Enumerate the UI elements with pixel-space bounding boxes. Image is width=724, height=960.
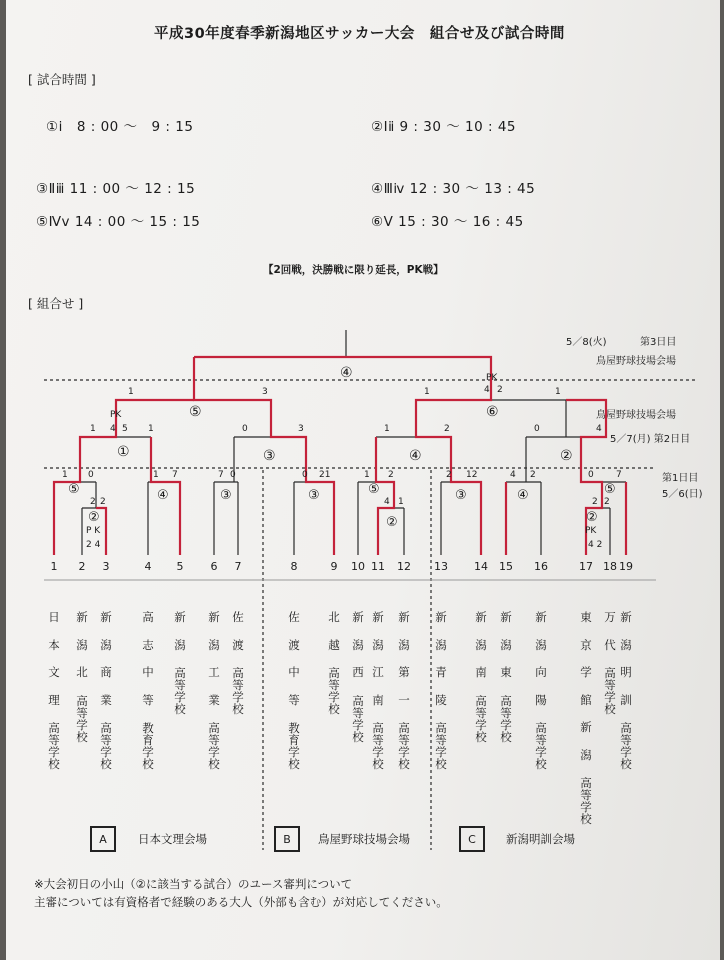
time-slot-1: ①ⅰ 8 : 00 〜 9 : 15 bbox=[46, 119, 194, 135]
day3-date: 5／8(火) bbox=[566, 337, 607, 348]
team-name bbox=[394, 612, 414, 770]
team-name-part: 新 bbox=[352, 610, 364, 624]
team-number: 12 bbox=[397, 560, 411, 573]
pk-label-left: P K bbox=[86, 526, 101, 536]
team-name-part: 潟 bbox=[76, 637, 88, 652]
score-r1-p: 12 bbox=[466, 470, 478, 480]
team-name-part: 渡 bbox=[232, 637, 244, 652]
venue-b-name: 鳥屋野球技場会場 bbox=[318, 832, 410, 846]
venue-c-name: 新潟明訓会場 bbox=[506, 832, 575, 846]
team-name bbox=[324, 612, 344, 715]
team-name bbox=[44, 612, 64, 770]
team-name-part: 教育学校 bbox=[288, 721, 300, 772]
team-name-part: 新 bbox=[475, 610, 487, 624]
tournament-bracket bbox=[6, 0, 720, 960]
team-name-part: 第 bbox=[398, 665, 410, 679]
team-name-part: 佐 bbox=[232, 610, 244, 624]
team-name-part: 潟 bbox=[100, 637, 112, 652]
team-name-part: 高等学校 bbox=[475, 693, 487, 744]
team-name-part: 北 bbox=[76, 665, 88, 679]
pk-label-right: PK bbox=[585, 526, 597, 536]
score-r1-c: 2 bbox=[90, 497, 96, 507]
score-semi-l-a: 1 bbox=[128, 387, 134, 397]
team-name bbox=[72, 612, 92, 743]
score-final-r: 2 bbox=[497, 385, 503, 395]
team-name-part: 明 bbox=[620, 665, 632, 679]
team-name-part: 新 bbox=[208, 610, 220, 624]
team-name-part: 新 bbox=[535, 610, 547, 624]
footnote-1: ※大会初日の小山（②に該当する試合）のユース審判について bbox=[34, 877, 353, 891]
team-number: 15 bbox=[499, 560, 513, 573]
team-name-part: 京 bbox=[580, 637, 592, 652]
match-r1-2: ② bbox=[88, 510, 100, 525]
team-name-part: 潟 bbox=[208, 637, 220, 652]
team-name-part: 新 bbox=[620, 610, 632, 624]
team-name bbox=[368, 612, 388, 770]
score-qf1-pk: PK bbox=[110, 410, 122, 420]
team-name-part: 高 bbox=[142, 610, 154, 624]
team-name-part: 東 bbox=[500, 665, 512, 679]
score-r1-j: 21 bbox=[319, 470, 331, 480]
team-name-part: 理 bbox=[48, 692, 60, 707]
team-name bbox=[531, 612, 551, 770]
team-name-part: 高等学校 bbox=[500, 693, 512, 744]
time-slot-3: ③Ⅱⅲ 11 : 00 〜 12 : 15 bbox=[36, 181, 196, 197]
team-name-part: 潟 bbox=[475, 637, 487, 652]
day1-label: 第1日目 bbox=[662, 473, 699, 484]
team-name-part: 潟 bbox=[174, 637, 186, 652]
team-number: 2 bbox=[78, 560, 86, 573]
score-qf3-r: 2 bbox=[444, 424, 450, 434]
score-r1-r: 2 bbox=[530, 470, 536, 480]
team-name-part: 潟 bbox=[580, 747, 592, 762]
team-name-part: 館 bbox=[580, 692, 592, 707]
team-name-part: 業 bbox=[208, 692, 220, 707]
venue-a-name: 日本文理会場 bbox=[138, 832, 207, 846]
score-r1-e: 1 bbox=[153, 470, 159, 480]
score-semi-l-b: 3 bbox=[262, 387, 268, 397]
score-r1-q: 4 bbox=[510, 470, 516, 480]
team-name-part: 新 bbox=[435, 610, 447, 624]
team-number: 4 bbox=[144, 560, 152, 573]
team-name-part: 潟 bbox=[372, 637, 384, 652]
team-name-part: 高等学校 bbox=[208, 721, 220, 772]
team-name-part: 陵 bbox=[435, 692, 447, 707]
team-name-part: 南 bbox=[372, 692, 384, 707]
match-r1-7: ② bbox=[386, 515, 398, 530]
team-name-part: 高等学校 bbox=[372, 721, 384, 772]
match-r1-4: ③ bbox=[220, 488, 232, 503]
team-name-part: 佐 bbox=[288, 610, 300, 624]
team-name-part: 教育学校 bbox=[142, 721, 154, 772]
team-name-part: 向 bbox=[535, 665, 547, 679]
score-qf1-pk-l: 4 bbox=[110, 424, 116, 434]
match-r1-3: ④ bbox=[157, 488, 169, 503]
team-name-part: 本 bbox=[48, 637, 60, 652]
team-name-part: 学 bbox=[580, 665, 592, 679]
team-number: 5 bbox=[176, 560, 184, 573]
score-r1-d: 2 bbox=[100, 497, 106, 507]
team-name-part: 渡 bbox=[288, 637, 300, 652]
bracket-heading: [ 組合せ ] bbox=[28, 296, 84, 311]
team-name bbox=[284, 612, 304, 770]
team-name-part: 等 bbox=[142, 692, 154, 707]
score-final-pk: PK bbox=[486, 373, 498, 383]
team-name-part: 商 bbox=[100, 665, 112, 679]
footnote-2: 主審については有資格者で経験のある大人（外部も含む）が対応してください。 bbox=[34, 895, 448, 909]
score-qf1-l: 1 bbox=[90, 424, 96, 434]
match-semi-left: ⑤ bbox=[189, 404, 202, 420]
team-number: 7 bbox=[234, 560, 242, 573]
score-r1-k: 1 bbox=[364, 470, 370, 480]
time-slot-4: ④Ⅲⅳ 12 : 30 〜 13 : 45 bbox=[371, 181, 536, 197]
match-r1-6: ⑤ bbox=[368, 482, 380, 497]
team-number: 3 bbox=[102, 560, 110, 573]
team-name-part: 訓 bbox=[620, 692, 632, 707]
venue-b-box: B bbox=[274, 826, 300, 852]
team-name-part: 日 bbox=[48, 610, 60, 624]
match-r1-10: ⑤ bbox=[604, 482, 616, 497]
time-slot-2: ②Ⅰⅱ 9 : 30 〜 10 : 45 bbox=[371, 119, 517, 135]
team-number: 6 bbox=[210, 560, 218, 573]
match-qf-3: ④ bbox=[409, 448, 422, 464]
score-qf2-l: 0 bbox=[242, 424, 248, 434]
schedule-heading: [ 試合時間 ] bbox=[28, 72, 96, 87]
score-qf1-r: 1 bbox=[148, 424, 154, 434]
team-name-part: 高等学校 bbox=[174, 666, 186, 717]
team-number: 10 bbox=[351, 560, 365, 573]
match-qf-1: ① bbox=[117, 444, 130, 460]
score-semi-r-a: 1 bbox=[424, 387, 430, 397]
team-name bbox=[576, 612, 596, 825]
team-number: 8 bbox=[290, 560, 298, 573]
team-name-part: 東 bbox=[580, 610, 592, 624]
extension-note: 【2回戦，決勝戦に限り延長，PK戦】 bbox=[263, 264, 444, 276]
team-name-part: 高等学校 bbox=[535, 721, 547, 772]
team-name bbox=[138, 612, 158, 770]
team-number: 1 bbox=[50, 560, 58, 573]
score-r1-i: 0 bbox=[302, 470, 308, 480]
team-number: 17 bbox=[579, 560, 593, 573]
team-name bbox=[96, 612, 116, 770]
score-qf1-pk-r: 5 bbox=[122, 424, 128, 434]
team-name-part: 新 bbox=[398, 610, 410, 624]
team-name-part: 西 bbox=[352, 665, 364, 679]
team-name-part: 新 bbox=[580, 720, 592, 734]
score-final-l: 4 bbox=[484, 385, 490, 395]
team-name-part: 新 bbox=[372, 610, 384, 624]
team-name-part: 高等学校 bbox=[100, 721, 112, 772]
match-r1-11: ② bbox=[586, 510, 598, 525]
team-name-part: 高等学校 bbox=[232, 666, 244, 717]
team-name bbox=[228, 612, 248, 715]
team-name-part: 潟 bbox=[435, 637, 447, 652]
score-r1-l: 2 bbox=[388, 470, 394, 480]
team-name-part: 新 bbox=[76, 610, 88, 624]
team-name-part: 潟 bbox=[352, 637, 364, 652]
team-name bbox=[348, 612, 368, 743]
pk-score-right: 4 2 bbox=[588, 540, 603, 550]
team-name-part: 新 bbox=[174, 610, 186, 624]
day1-date: 5／6(日) bbox=[662, 489, 703, 500]
team-name-part: 万 bbox=[604, 610, 616, 624]
team-name bbox=[431, 612, 451, 770]
score-r1-o: 2 bbox=[446, 470, 452, 480]
time-slot-5: ⑤Ⅳⅴ 14 : 00 〜 15 : 15 bbox=[36, 214, 201, 230]
document-page bbox=[6, 0, 720, 960]
team-name-part: 高等学校 bbox=[398, 721, 410, 772]
team-name-part: 潟 bbox=[620, 637, 632, 652]
score-r1-t: 7 bbox=[616, 470, 622, 480]
team-name-part: 南 bbox=[475, 665, 487, 679]
team-number: 19 bbox=[619, 560, 633, 573]
score-r1-h: 0 bbox=[230, 470, 236, 480]
match-qf-2: ③ bbox=[263, 448, 276, 464]
day2-date: 5／7(月) 第2日目 bbox=[610, 434, 691, 445]
match-qf-4: ② bbox=[560, 448, 573, 464]
team-name-part: 等 bbox=[288, 692, 300, 707]
team-name-part: 高等学校 bbox=[76, 693, 88, 744]
match-r1-9: ④ bbox=[517, 488, 529, 503]
team-name-part: 代 bbox=[604, 637, 616, 652]
score-r1-a: 1 bbox=[62, 470, 68, 480]
day3-venue: 鳥屋野球技場会場 bbox=[596, 356, 676, 367]
team-name-part: 高等学校 bbox=[580, 776, 592, 827]
match-r1-1: ⑤ bbox=[68, 482, 80, 497]
pk-score-left: 2 4 bbox=[86, 540, 101, 550]
score-r1-f: 7 bbox=[172, 470, 178, 480]
venue-c-box: C bbox=[459, 826, 485, 852]
day3-label: 第3日目 bbox=[640, 337, 677, 348]
day2-venue: 鳥屋野球技場会場 bbox=[596, 410, 676, 421]
team-name-part: 越 bbox=[328, 637, 340, 652]
team-name-part: 陽 bbox=[535, 692, 547, 707]
team-name-part: 業 bbox=[100, 692, 112, 707]
team-name-part: 高等学校 bbox=[352, 693, 364, 744]
match-r1-8: ③ bbox=[455, 488, 467, 503]
page-title: 平成30年度春季新潟地区サッカー大会 組合せ及び試合時間 bbox=[154, 26, 565, 42]
team-name-part: 高等学校 bbox=[328, 666, 340, 717]
team-name-part: 新 bbox=[500, 610, 512, 624]
team-name-part: 文 bbox=[48, 665, 60, 679]
team-name-part: 高等学校 bbox=[435, 721, 447, 772]
team-name-part: 高等学校 bbox=[48, 721, 60, 772]
team-name-part: 潟 bbox=[535, 637, 547, 652]
team-name-part: 中 bbox=[288, 665, 300, 679]
score-r1-v: 2 bbox=[604, 497, 610, 507]
team-name-part: 青 bbox=[435, 665, 447, 679]
team-name-part: 中 bbox=[142, 665, 154, 679]
team-name bbox=[471, 612, 491, 743]
score-semi-r-b: 1 bbox=[555, 387, 561, 397]
score-qf2-r: 3 bbox=[298, 424, 304, 434]
team-name bbox=[204, 612, 224, 770]
team-number: 16 bbox=[534, 560, 548, 573]
team-name bbox=[170, 612, 190, 715]
time-slot-6: ⑥Ⅴ 15 : 30 〜 16 : 45 bbox=[371, 214, 524, 230]
match-r1-5: ③ bbox=[308, 488, 320, 503]
score-r1-b: 0 bbox=[88, 470, 94, 480]
team-name-part: 潟 bbox=[398, 637, 410, 652]
team-name-part: 新 bbox=[100, 610, 112, 624]
venue-a-box: A bbox=[90, 826, 116, 852]
score-qf4-l: 0 bbox=[534, 424, 540, 434]
score-r1-u: 2 bbox=[592, 497, 598, 507]
team-name-part: 潟 bbox=[500, 637, 512, 652]
team-name-part: 江 bbox=[372, 665, 384, 679]
team-name-part: 志 bbox=[142, 637, 154, 652]
team-number: 13 bbox=[434, 560, 448, 573]
score-r1-s: 0 bbox=[588, 470, 594, 480]
score-r1-g: 7 bbox=[218, 470, 224, 480]
team-number: 11 bbox=[371, 560, 385, 573]
score-r1-m: 4 bbox=[384, 497, 390, 507]
team-name-part: 北 bbox=[328, 610, 340, 624]
team-name bbox=[496, 612, 516, 743]
team-number: 18 bbox=[603, 560, 617, 573]
match-final: ④ bbox=[340, 365, 353, 381]
team-name bbox=[616, 612, 636, 770]
team-name-part: 高等学校 bbox=[620, 721, 632, 772]
score-qf3-l: 1 bbox=[384, 424, 390, 434]
team-name-part: 一 bbox=[398, 692, 410, 707]
score-qf4-r: 4 bbox=[596, 424, 602, 434]
team-number: 14 bbox=[474, 560, 488, 573]
team-name-part: 工 bbox=[208, 665, 220, 679]
team-number: 9 bbox=[330, 560, 338, 573]
team-name-part: 高等学校 bbox=[604, 666, 616, 717]
match-semi-right: ⑥ bbox=[486, 404, 499, 420]
score-r1-n: 1 bbox=[398, 497, 404, 507]
